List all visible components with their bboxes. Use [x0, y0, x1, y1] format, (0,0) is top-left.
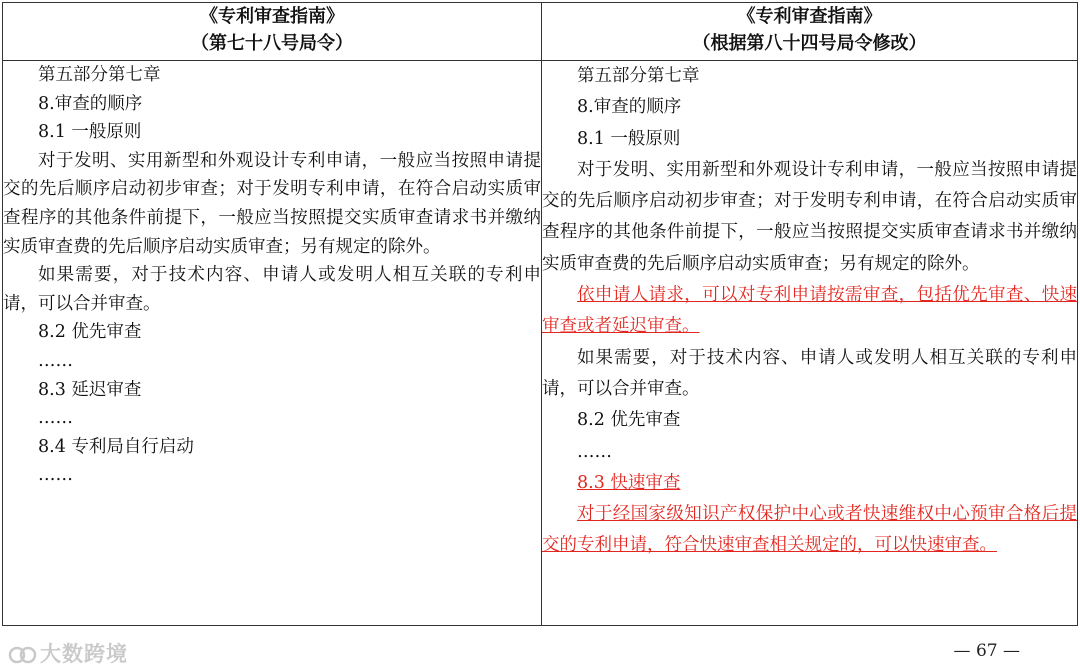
left-chapter: 第五部分第七章	[38, 65, 161, 85]
watermark-logo-icon	[8, 644, 38, 666]
left-ellipsis-2: ……	[38, 408, 73, 429]
right-chapter: 第五部分第七章	[577, 66, 700, 86]
page-footer	[0, 628, 1080, 672]
header-row	[3, 3, 1078, 61]
right-section-8: 8.审查的顺序	[577, 97, 682, 118]
header-right-title: 《专利审查指南》	[737, 6, 882, 27]
right-ellipsis-1: ……	[577, 441, 612, 462]
right-added-paragraph: 依申请人请求，可以对专利申请按需审查，包括优先审查、快速审查或者延迟审查。	[542, 285, 1077, 337]
left-ellipsis-3: ……	[38, 465, 73, 486]
left-section-8-1: 8.1 一般原则	[38, 122, 142, 143]
header-right	[542, 3, 1078, 61]
page-number: — 67 —	[953, 641, 1020, 661]
left-section-8-4: 8.4 专利局自行启动	[38, 436, 194, 457]
right-paragraph-2: 如果需要，对于技术内容、申请人或发明人相互关联的专利申请，可以合并审查。	[542, 347, 1077, 399]
left-paragraph-2: 如果需要，对于技术内容、申请人或发明人相互关联的专利申请，可以合并审查。	[3, 265, 541, 314]
right-section-8-3-body: 对于经国家级知识产权保护中心或者快速维权中心预审合格后提交的专利申请，符合快速审查相关规定的，可以快速审查。	[542, 504, 1077, 556]
left-paragraph-1: 对于发明、实用新型和外观设计专利申请，一般应当按照申请提交的先后顺序启动初步审查；对于发明专利申请，在符合启动实质审查程序的其他条件前提下，一般应当按照提交实质审查请求书并缴纳实质审查费的先后顺序启动实质审查；另有规定的除外。	[3, 150, 541, 257]
body-row	[3, 61, 1078, 626]
left-section-8-3: 8.3 延迟审查	[38, 379, 142, 400]
left-ellipsis-1: ……	[38, 350, 73, 371]
watermark-text: 大数跨境	[40, 642, 128, 666]
left-section-8-2: 8.2 优先审查	[38, 322, 142, 343]
right-section-8-1: 8.1 一般原则	[577, 128, 681, 149]
header-left-title: 《专利审查指南》	[200, 6, 344, 27]
left-column	[3, 61, 542, 626]
right-section-8-2: 8.2 优先审查	[577, 410, 681, 431]
watermark	[8, 638, 128, 668]
header-left-subtitle: （第七十八号局令）	[191, 33, 353, 54]
left-section-8: 8.审查的顺序	[38, 93, 143, 114]
comparison-table	[2, 2, 1078, 626]
header-right-subtitle: （根据第八十四号局令修改）	[692, 33, 927, 54]
right-paragraph-1: 对于发明、实用新型和外观设计专利申请，一般应当按照申请提交的先后顺序启动初步审查；对于发明专利申请，在符合启动实质审查程序的其他条件前提下，一般应当按照提交实质审查请求书并缴纳实质审查费的先后顺序启动实质审查；另有规定的除外。	[542, 159, 1077, 274]
header-left	[3, 3, 542, 61]
right-column	[542, 61, 1078, 626]
right-section-8-3-new: 8.3 快速审查	[577, 472, 681, 493]
